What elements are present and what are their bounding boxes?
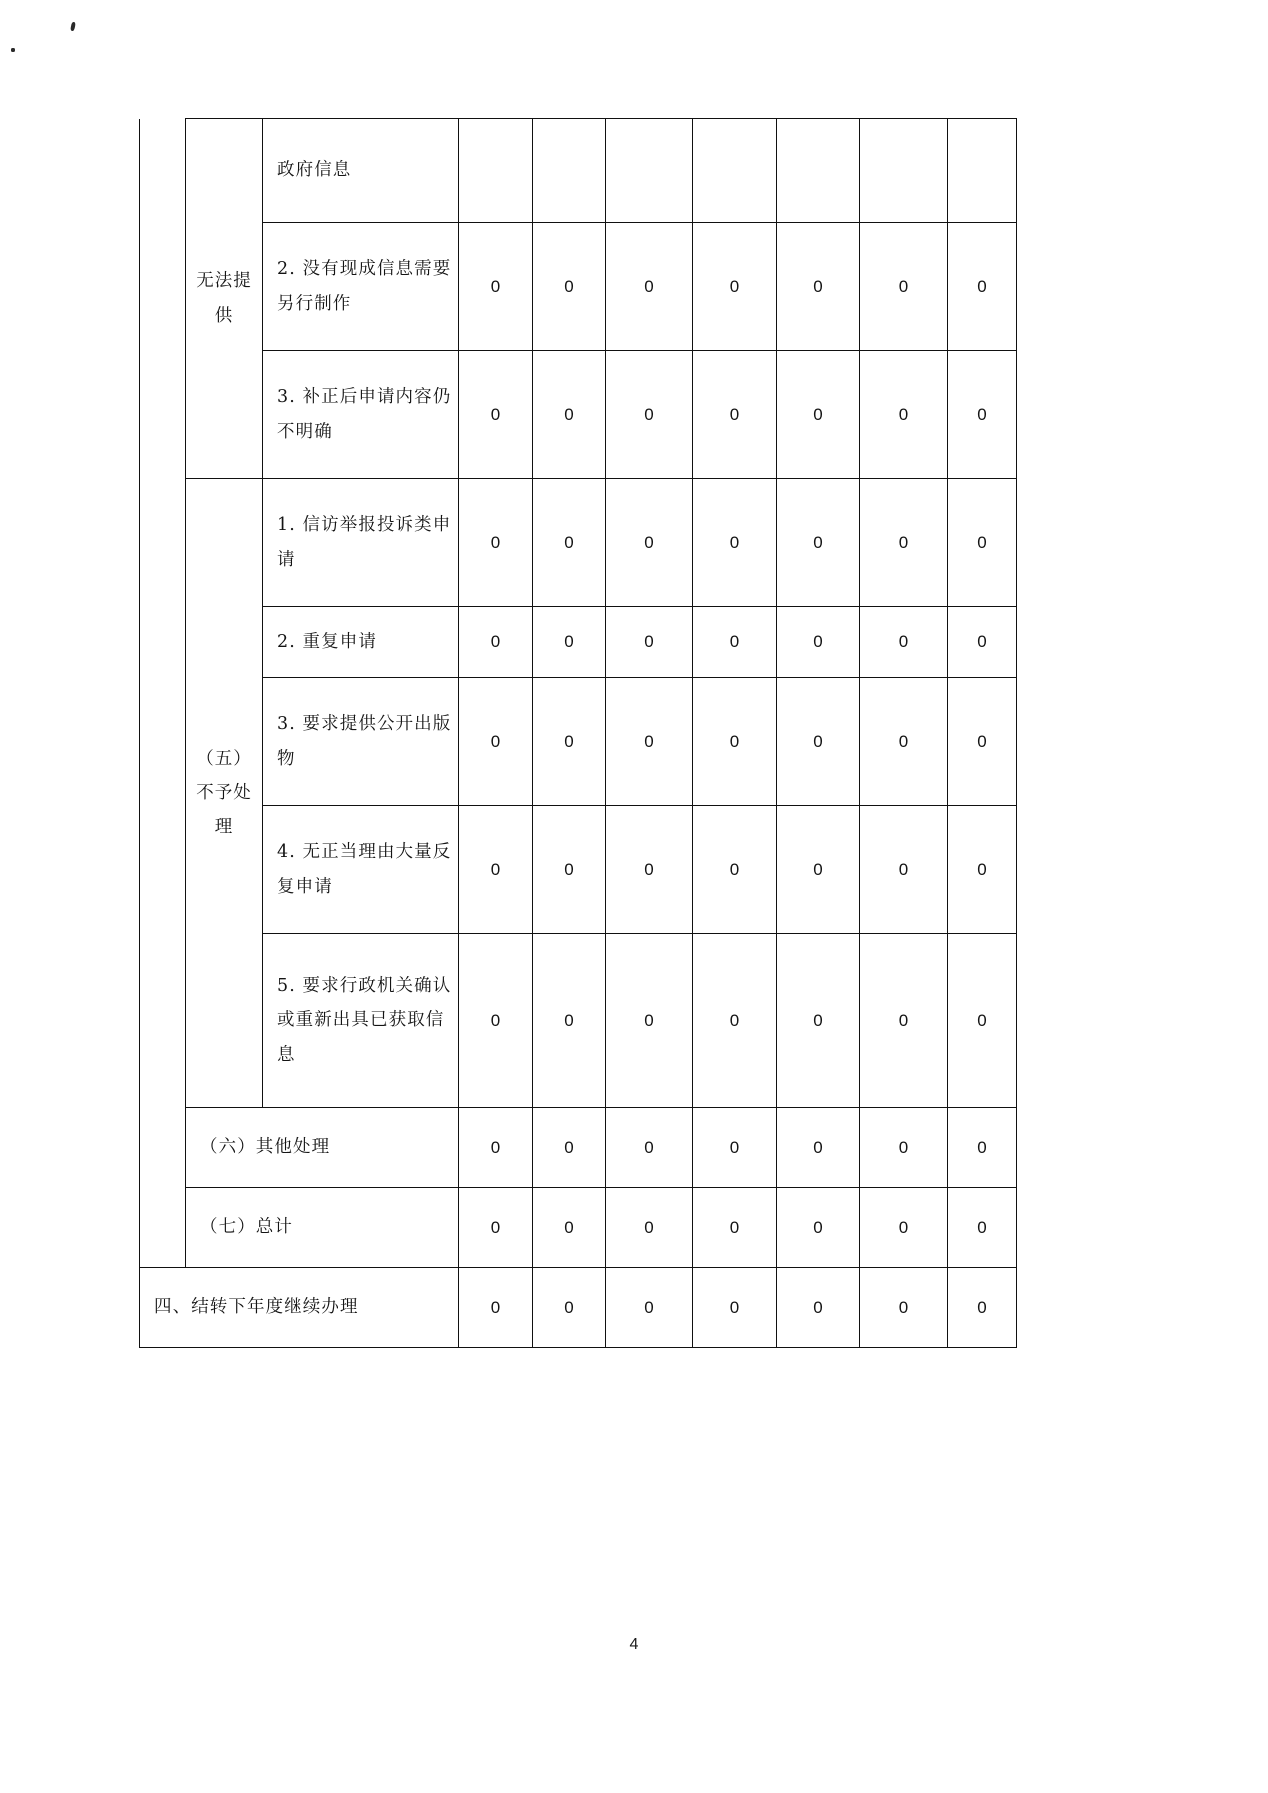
row-value-cell [860,119,948,223]
row-value-cell: 0 [459,223,533,351]
table-row [140,607,1017,678]
row-value-cell: 0 [860,1188,948,1268]
row-value-cell: 0 [948,1268,1017,1348]
row-value-cell [693,119,777,223]
row-value-cell [606,119,693,223]
row-value-cell: 0 [606,1108,693,1188]
row-value-cell: 0 [606,934,693,1108]
row-value-cell: 0 [606,479,693,607]
outer-spine-cell [140,119,186,1268]
row-value-cell: 0 [459,1108,533,1188]
table-row [140,351,1017,479]
row-value-cell: 0 [693,1268,777,1348]
row-value-cell: 0 [693,479,777,607]
row-value-cell: 0 [860,223,948,351]
row-value-cell: 0 [860,1108,948,1188]
row-value-cell: 0 [693,1108,777,1188]
group-label-no-handling: （五） 不予处 理 [186,479,263,1108]
row-value-cell: 0 [693,351,777,479]
table-row [140,678,1017,806]
government-information-disclosure-table [139,118,1017,1348]
row-item-label: 2. 重复申请 [263,607,459,678]
row-value-cell: 0 [860,1268,948,1348]
row-item-label: 3. 补正后申请内容仍 不明确 [263,351,459,479]
row-value-cell: 0 [533,806,606,934]
row-value-cell: 0 [459,607,533,678]
row-value-cell: 0 [948,678,1017,806]
row-value-cell: 0 [459,351,533,479]
row-value-cell: 0 [948,607,1017,678]
row-value-cell [948,119,1017,223]
row-value-cell: 0 [693,678,777,806]
row-item-label: 4. 无正当理由大量反 复申请 [263,806,459,934]
row-value-cell: 0 [777,1188,860,1268]
row-item-label: （七）总计 [186,1188,459,1268]
row-item-label: 5. 要求行政机关确认 或重新出具已获取信 息 [263,934,459,1108]
row-value-cell: 0 [777,223,860,351]
row-value-cell: 0 [777,1268,860,1348]
row-value-cell: 0 [860,479,948,607]
table-row [140,479,1017,607]
row-value-cell: 0 [533,479,606,607]
row-value-cell: 0 [948,351,1017,479]
table-row [140,223,1017,351]
row-value-cell [777,119,860,223]
row-value-cell: 0 [693,1188,777,1268]
row-item-label: （六）其他处理 [186,1108,459,1188]
row-value-cell: 0 [948,479,1017,607]
row-value-cell: 0 [606,607,693,678]
row-value-cell: 0 [459,934,533,1108]
row-value-cell: 0 [777,479,860,607]
row-value-cell: 0 [533,934,606,1108]
scan-speckle-icon [11,48,15,52]
row-value-cell: 0 [533,351,606,479]
row-item-label: 四、结转下年度继续办理 [140,1268,459,1348]
row-value-cell: 0 [777,806,860,934]
row-value-cell: 0 [777,934,860,1108]
row-value-cell: 0 [860,351,948,479]
row-value-cell [459,119,533,223]
row-value-cell: 0 [860,607,948,678]
row-value-cell: 0 [459,479,533,607]
row-value-cell: 0 [693,223,777,351]
row-value-cell: 0 [533,1108,606,1188]
row-value-cell: 0 [948,1108,1017,1188]
row-value-cell: 0 [777,1108,860,1188]
row-value-cell: 0 [606,1188,693,1268]
row-value-cell: 0 [459,1268,533,1348]
row-value-cell: 0 [606,1268,693,1348]
table-row [140,1188,1017,1268]
page-number: 4 [629,1636,639,1653]
row-value-cell: 0 [860,678,948,806]
row-value-cell: 0 [533,607,606,678]
row-item-label: 1. 信访举报投诉类申 请 [263,479,459,607]
row-value-cell: 0 [948,806,1017,934]
row-value-cell: 0 [606,806,693,934]
row-value-cell: 0 [533,1188,606,1268]
row-value-cell: 0 [533,1268,606,1348]
row-value-cell: 0 [777,351,860,479]
row-value-cell: 0 [693,806,777,934]
row-value-cell: 0 [533,678,606,806]
row-value-cell: 0 [459,806,533,934]
row-value-cell: 0 [860,934,948,1108]
row-value-cell: 0 [693,934,777,1108]
table-row [140,119,1017,223]
row-value-cell: 0 [533,223,606,351]
row-value-cell: 0 [606,678,693,806]
row-value-cell: 0 [948,223,1017,351]
row-value-cell: 0 [777,678,860,806]
table-row [140,1108,1017,1188]
row-value-cell: 0 [606,351,693,479]
row-value-cell: 0 [459,678,533,806]
table-row [140,934,1017,1108]
row-item-label: 3. 要求提供公开出版 物 [263,678,459,806]
table-row [140,806,1017,934]
row-value-cell: 0 [459,1188,533,1268]
row-value-cell: 0 [777,607,860,678]
row-value-cell: 0 [860,806,948,934]
row-item-label: 2. 没有现成信息需要 另行制作 [263,223,459,351]
row-value-cell: 0 [693,607,777,678]
row-item-label: 政府信息 [263,119,459,223]
row-value-cell: 0 [948,1188,1017,1268]
row-value-cell [533,119,606,223]
row-value-cell: 0 [606,223,693,351]
scan-speckle-icon [70,22,76,32]
table-row [140,1268,1017,1348]
row-value-cell: 0 [948,934,1017,1108]
group-label-unable-to-provide: 无法提 供 [186,119,263,479]
